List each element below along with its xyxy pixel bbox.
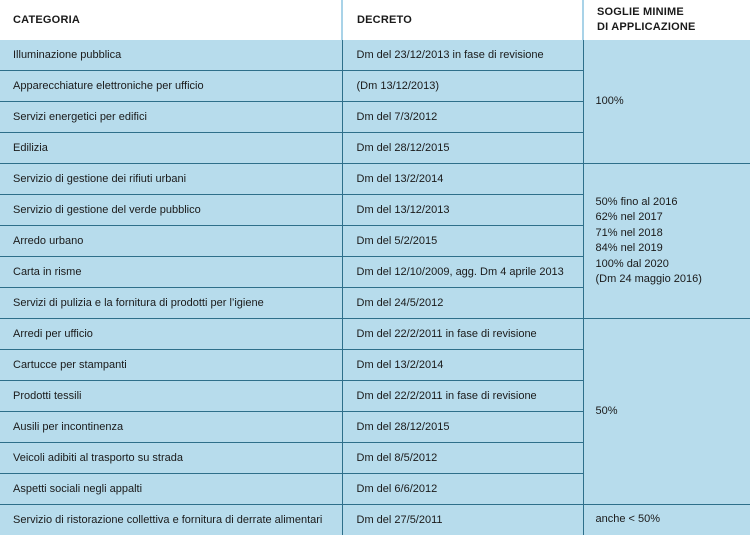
table-header xyxy=(0,0,750,40)
decreto-cell: Dm del 6/6/2012 xyxy=(342,474,583,505)
categoria-cell: Edilizia xyxy=(0,133,342,164)
categoria-cell: Aspetti sociali negli appalti xyxy=(0,474,342,505)
decreto-cell: Dm del 27/5/2011 xyxy=(342,505,583,535)
table-row xyxy=(0,505,750,535)
categoria-cell: Servizio di gestione del verde pubblico xyxy=(0,195,342,226)
decreto-cell: Dm del 13/12/2013 xyxy=(342,195,583,226)
categoria-cell: Carta in risme xyxy=(0,257,342,288)
table-body xyxy=(0,40,750,535)
categoria-cell: Servizio di gestione dei rifiuti urbani xyxy=(0,164,342,195)
soglia-cell xyxy=(583,40,750,164)
table-row xyxy=(0,40,750,71)
soglia-line: anche < 50% xyxy=(595,513,661,526)
table-row xyxy=(0,164,750,195)
header-soglie-line1: SOGLIE MINIME xyxy=(597,6,684,18)
header-soglie-line2: DI APPLICAZIONE xyxy=(597,21,696,33)
soglia-line: 100% dal 2020 xyxy=(595,257,669,270)
categoria-cell: Ausili per incontinenza xyxy=(0,412,342,443)
decreto-cell: Dm del 13/2/2014 xyxy=(342,164,583,195)
categoria-cell: Veicoli adibiti al trasporto su strada xyxy=(0,443,342,474)
decreto-cell: Dm del 22/2/2011 in fase di revisione xyxy=(342,381,583,412)
soglia-line: 62% nel 2017 xyxy=(595,211,663,223)
soglia-cell xyxy=(583,319,750,505)
decreto-cell: Dm del 22/2/2011 in fase di revisione xyxy=(342,319,583,350)
soglia-cell xyxy=(583,505,750,535)
header-categoria: CATEGORIA xyxy=(0,0,342,40)
decreto-cell: Dm del 5/2/2015 xyxy=(342,226,583,257)
categoria-cell: Servizi energetici per edifici xyxy=(0,102,342,133)
decreto-cell: Dm del 28/12/2015 xyxy=(342,133,583,164)
categoria-cell: Arredi per ufficio xyxy=(0,319,342,350)
soglia-cell xyxy=(583,164,750,319)
categoria-cell: Cartucce per stampanti xyxy=(0,350,342,381)
categoria-cell: Apparecchiature elettroniche per ufficio xyxy=(0,71,342,102)
categoria-cell: Illuminazione pubblica xyxy=(0,40,342,71)
decreto-cell: Dm del 12/10/2009, agg. Dm 4 aprile 2013 xyxy=(342,257,583,288)
categoria-cell: Servizi di pulizia e la fornitura di prodotti per l’igiene xyxy=(0,288,342,319)
soglia-line: 50% fino al 2016 xyxy=(595,195,678,208)
soglia-line: 71% nel 2018 xyxy=(595,226,663,239)
decreto-cell: (Dm 13/12/2013) xyxy=(342,71,583,102)
soglia-line: 100% xyxy=(595,94,624,107)
categoria-cell: Prodotti tessili xyxy=(0,381,342,412)
decreto-cell: Dm del 13/2/2014 xyxy=(342,350,583,381)
table-row xyxy=(0,319,750,350)
decreto-cell: Dm del 23/12/2013 in fase di revisione xyxy=(342,40,583,71)
header-decreto: DECRETO xyxy=(342,0,583,40)
decreto-cell: Dm del 24/5/2012 xyxy=(342,288,583,319)
soglia-line: (Dm 24 maggio 2016) xyxy=(595,273,702,285)
decreto-cell: Dm del 28/12/2015 xyxy=(342,412,583,443)
categoria-cell: Servizio di ristorazione collettiva e fornitura di derrate alimentari xyxy=(0,505,342,535)
decreto-cell: Dm del 8/5/2012 xyxy=(342,443,583,474)
soglia-line: 50% xyxy=(595,404,618,417)
soglia-line: 84% nel 2019 xyxy=(595,242,663,254)
header-soglie xyxy=(583,0,750,40)
categoria-cell: Arredo urbano xyxy=(0,226,342,257)
decreto-cell: Dm del 7/3/2012 xyxy=(342,102,583,133)
